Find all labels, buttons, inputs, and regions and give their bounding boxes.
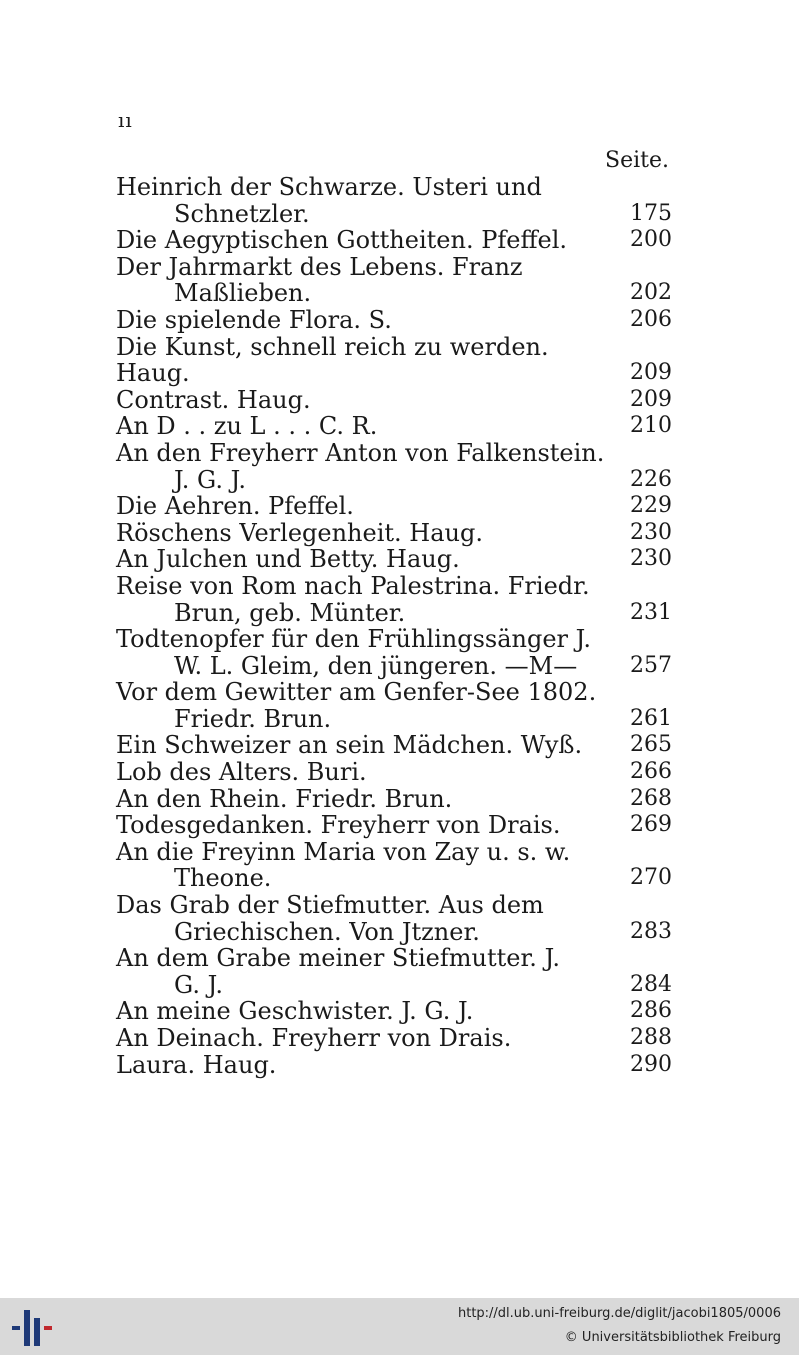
toc-entry-page-number: 288 [630,1025,672,1050]
toc-entry-title: An D . . zu L . . . C. R. [116,412,378,441]
toc-entry-page-number: 210 [630,413,672,439]
toc-entry-continuation: G. J. [174,970,223,999]
toc-entry-page-number: 290 [630,1051,672,1077]
toc-entry-page-number: 270 [630,865,672,891]
table-of-contents [116,174,672,1078]
toc-entry-title: An die Freyinn Maria von Zay u. s. w. [116,837,571,866]
toc-entry [116,998,672,1025]
toc-entry-continuation: Schnetzler. [174,199,310,228]
toc-entry-continuation: Brun, geb. Münter. [174,598,406,627]
toc-entry-page-number: 266 [630,759,672,785]
toc-entry-continuation: Griechischen. Von Jtzner. [174,917,480,946]
toc-entry-page-number: 202 [630,280,672,306]
toc-entry-title: An den Rhein. Friedr. Brun. [116,784,453,813]
toc-entry-title: Todesgedanken. Freyherr von Drais. [116,811,561,840]
toc-entry-page-number: 206 [630,306,672,332]
toc-entry-page-number: 265 [630,732,672,758]
toc-entry-title: An meine Geschwister. J. G. J. [116,997,474,1026]
toc-entry-continuation: W. L. Gleim, den jüngeren. —M— [174,651,578,680]
toc-entry [116,546,672,573]
toc-entry [116,732,672,759]
toc-entry [116,945,672,998]
toc-entry [116,493,672,520]
toc-entry [116,227,672,254]
toc-entry-title: Ein Schweizer an sein Mädchen. Wyß. [116,731,583,760]
toc-entry-title: An Julchen und Betty. Haug. [116,545,460,574]
toc-entry-page-number: 209 [630,386,672,412]
toc-entry-page-number: 268 [630,785,672,811]
toc-entry-title: Die Aehren. Pfeffel. [116,492,354,521]
toc-entry [116,786,672,813]
toc-entry-title: An den Freyherr Anton von Falkenstein. [116,438,605,467]
toc-entry-title: Lob des Alters. Buri. [116,758,367,787]
toc-entry [116,387,672,414]
toc-entry-title: Contrast. Haug. [116,385,311,414]
toc-entry-page-number: 283 [630,918,672,944]
viewer-footer [0,1298,799,1355]
toc-entry-page-number: 257 [630,652,672,678]
toc-entry-title: An dem Grabe meiner Stiefmutter. J. [116,944,560,973]
toc-entry-page-number: 226 [630,466,672,492]
toc-entry-title: Röschens Verlegenheit. Haug. [116,518,483,547]
toc-entry [116,520,672,547]
toc-entry-page-number: 284 [630,971,672,997]
toc-entry-title: Heinrich der Schwarze. Usteri und [116,173,542,201]
toc-entry-page-number: 200 [630,227,672,253]
toc-entry [116,413,672,440]
toc-entry [116,440,672,493]
toc-entry [116,626,672,679]
toc-entry-title: Die spielende Flora. S. [116,305,392,334]
toc-entry-title: An Deinach. Freyherr von Drais. [116,1024,512,1052]
toc-entry-page-number: 286 [630,998,672,1024]
toc-entry [116,254,672,307]
source-url-link[interactable]: http://dl.ub.uni-freiburg.de/diglit/jacobi1805/0006 [457,1306,781,1321]
toc-entry-title: Reise von Rom nach Palestrina. Friedr. [116,571,590,600]
toc-entry-title: Vor dem Gewitter am Genfer-See 1802. [116,678,597,707]
toc-entry [116,1052,672,1079]
toc-entry-title: Todtenopfer für den Frühlingssänger J. [116,625,592,654]
toc-entry-title: Das Grab der Stiefmutter. Aus dem [116,891,544,920]
toc-entry [116,174,672,227]
toc-entry-page-number: 230 [630,546,672,572]
toc-entry-continuation: J. G. J. [174,465,246,494]
toc-entry [116,812,672,839]
toc-entry-title: Laura. Haug. [116,1050,277,1079]
toc-entry-page-number: 229 [630,493,672,519]
toc-entry-title: Die Aegyptischen Gottheiten. Pfeffel. [116,226,567,255]
toc-entry-continuation: Maßlieben. [174,279,312,308]
toc-entry [116,892,672,945]
page-signature: ıı [118,108,133,132]
toc-entry [116,334,672,387]
page-column-header: Seite. [605,148,669,173]
toc-entry-page-number: 209 [630,360,672,386]
toc-entry-page-number: 261 [630,705,672,731]
toc-entry [116,573,672,626]
toc-entry-page-number: 230 [630,519,672,545]
toc-entry-title: Der Jahrmarkt des Lebens. Franz [116,252,523,281]
toc-entry [116,679,672,732]
toc-entry [116,759,672,786]
toc-entry-page-number: 175 [630,200,672,226]
toc-entry [116,1025,672,1052]
toc-entry-continuation: Theone. [174,864,272,893]
toc-entry [116,307,672,334]
toc-entry-continuation: Friedr. Brun. [174,704,332,733]
toc-entry-page-number: 231 [630,599,672,625]
copyright-notice: © Universitätsbibliothek Freiburg [564,1330,781,1345]
toc-entry-page-number: 269 [630,812,672,838]
library-logo-icon [10,1308,54,1348]
toc-entry-title: Die Kunst, schnell reich zu werden. Haug. [116,332,549,388]
toc-entry [116,839,672,892]
